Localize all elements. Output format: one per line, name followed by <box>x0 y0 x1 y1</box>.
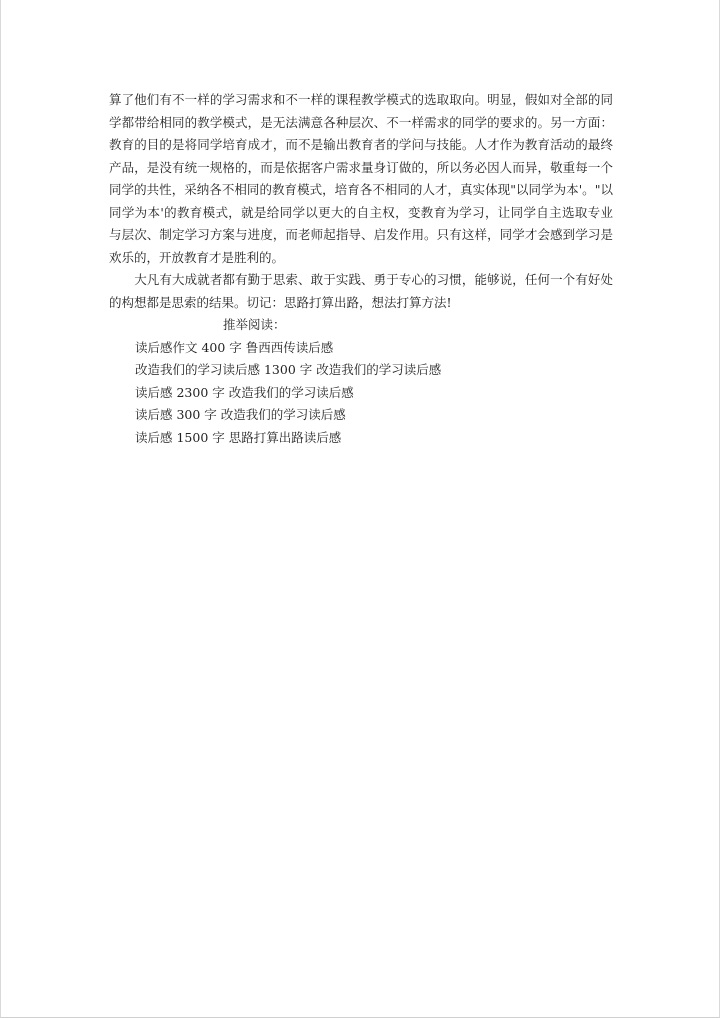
text-line: 大凡有大成就者都有勤于思索、敢于实践、勇于专心的习惯，能够说，任何一个有好处 <box>109 272 613 287</box>
recommended-reading-item: 读后感作文 400 字 鲁西西传读后感 <box>135 339 334 355</box>
text-line: 同学的共性，采纳各不相同的教育模式，培育各不相同的人才，真实体现"以同学为本'。"以 <box>109 182 613 197</box>
text-line: 与层次、制定学习方案与进度，而老师起指导、启发作用。只有这样，同学才会感到学习是 <box>109 227 613 242</box>
paragraph-1 <box>109 89 613 269</box>
text-line: 学都带给相同的教学模式，是无法满意各种层次、不一样需求的同学的要求的。另一方面： <box>109 114 613 130</box>
paragraph-2 <box>109 269 613 314</box>
recommended-reading-title: 推举阅读： <box>223 317 286 332</box>
recommended-reading-item: 改造我们的学习读后感 1300 字 改造我们的学习读后感 <box>135 362 442 377</box>
text-line: 同学为本'的教育模式，就是给同学以更大的自主权，变教育为学习，让同学自主选取专业 <box>109 204 613 220</box>
text-line: 欢乐的，开放教育才是胜利的。 <box>109 249 285 265</box>
recommended-reading-list <box>109 337 613 450</box>
text-line: 教育的目的是将同学培育成才，而不是输出教育者的学问与技能。人才作为教育活动的最终 <box>109 137 613 152</box>
recommended-reading-item: 读后感 1500 字 思路打算出路读后感 <box>135 429 342 445</box>
text-line: 的构想都是思索的结果。切记：思路打算出路，想法打算方法! <box>109 294 452 310</box>
recommended-reading-item: 读后感 2300 字 改造我们的学习读后感 <box>135 384 354 400</box>
text-line: 产品，是没有统一规格的，而是依据客户需求量身订做的，所以务必因人而异，敬重每一个 <box>109 159 613 175</box>
document-content <box>109 89 613 449</box>
recommended-reading <box>109 314 613 449</box>
recommended-reading-item: 读后感 300 字 改造我们的学习读后感 <box>135 407 346 422</box>
text-line: 算了他们有不一样的学习需求和不一样的课程教学模式的选取取向。明显，假如对全部的同 <box>109 92 613 107</box>
